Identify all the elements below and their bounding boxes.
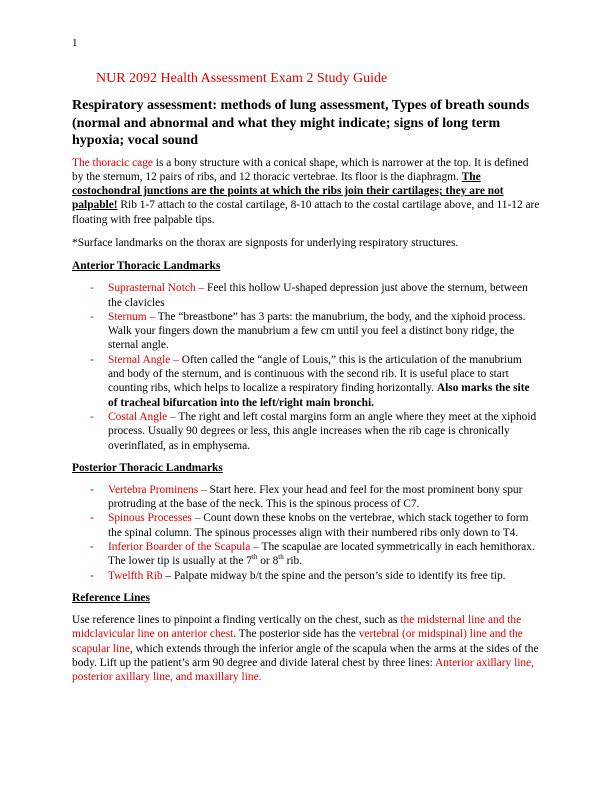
ref-text: . The posterior side has the — [233, 628, 359, 641]
item-text: The scapulae are located symmetrically in each hemithorax. The lower tip is usually at the 7 — [108, 541, 535, 568]
reference-heading: Reference Lines — [72, 591, 150, 604]
list-item — [72, 310, 540, 353]
posterior-heading: Posterior Thoracic Landmarks — [72, 461, 223, 474]
intro-paragraph — [72, 156, 540, 227]
list-item — [72, 511, 540, 540]
dash-bullet: - — [90, 541, 94, 554]
dash-bullet: - — [90, 282, 94, 295]
list-item — [72, 483, 540, 512]
surface-note: *Surface landmarks on the thorax are signposts for underlying respiratory structures. — [72, 236, 459, 249]
item-text: or 8 — [257, 555, 279, 568]
dash-bullet: - — [90, 512, 94, 525]
item-bold-text: Also marks the site of tracheal bifurcation into the left/right main bronchi. — [108, 382, 530, 409]
item-term: Spinous Processes – — [108, 512, 201, 525]
item-term: Suprasternal Notch – — [108, 282, 205, 295]
ref-term: the midsternal line and the midclavicular line on anterior chest — [72, 613, 522, 641]
item-term: Inferior Boarder of the Scapula – — [108, 541, 259, 554]
item-text: – Palpate midway b/t the spine and the person’s side to identify its free tip. — [162, 569, 506, 582]
ref-term: vertebral (or midspinal) line and the scapular line — [72, 628, 523, 655]
item-term: Sternal Angle – — [108, 353, 179, 366]
intro-text-2: Rib 1-7 attach to the costal cartilage, 8-10 attach to the costal cartilage above, and 11-12 are floating with free palpable tips. — [72, 199, 540, 226]
item-text: Often called the “angle of Louis,” this is the articulation of the manubrium and body of the sternum, and is continuous with the second rib. It is useful place to start counting ribs, which helps to localize a respiratory finding horizontally. — [108, 353, 522, 395]
posterior-list — [72, 483, 540, 583]
item-term: Sternum – — [108, 310, 156, 323]
list-item — [72, 569, 540, 583]
item-term: Twelfth Rib — [108, 569, 163, 582]
item-text: The right and left costal margins form an angle where they meet at the xiphoid process. Usually 90 degrees or less, this angle increases when the rib cage is chronically overinflated, as in emphysema. — [108, 410, 537, 452]
list-item — [72, 410, 540, 453]
anterior-heading: Anterior Thoracic Landmarks — [72, 260, 221, 273]
page-number: 1 — [72, 37, 78, 49]
list-item — [72, 540, 540, 569]
document-title: NUR 2092 Health Assessment Exam 2 Study Guide — [96, 71, 388, 86]
superscript: th — [251, 553, 258, 562]
item-text: The “breastbone” has 3 parts: the manubrium, the body, and the xiphoid process. Walk your fingers down the manubrium a few cm until you feel a distinct bony ridge, the sternal angle. — [108, 310, 526, 352]
item-term: Costal Angle – — [108, 410, 176, 423]
list-item — [72, 281, 540, 310]
dash-bullet: - — [90, 310, 94, 323]
dash-bullet: - — [90, 353, 94, 366]
item-term: Vertebra Prominens – — [108, 483, 207, 496]
section-heading: Respiratory assessment: methods of lung assessment, Types of breath sounds (normal and abnormal and what they might indicate; signs of long term hypoxia; vocal sound — [72, 98, 530, 148]
dash-bullet: - — [90, 483, 94, 496]
item-text: rib. — [283, 555, 303, 568]
item-text: Start here. Flex your head and feel for the most prominent bony spur protruding at the base of the neck. This is the spinous process of C7. — [108, 483, 523, 511]
ref-text: , which extends through the inferior angle of the scapula when the arms at the sides of the body. Lift up the patient’s arm 90 degree and divide lateral chest by three lines: — [72, 642, 539, 669]
ref-text: Use reference lines to pinpoint a finding vertically on the chest, such as — [72, 613, 401, 626]
dash-bullet: - — [90, 569, 94, 582]
reference-paragraph — [72, 613, 540, 684]
superscript: th — [278, 553, 284, 562]
ref-term: Anterior axillary line, posterior axillary line, and maxillary line. — [72, 656, 535, 684]
document-body — [72, 97, 540, 693]
item-text: Count down these knobs on the vertebrae, which stack together to form the spinal column. The spinous processes align with their numbered ribs only down to T4. — [108, 512, 529, 539]
list-item — [72, 353, 540, 410]
anterior-list — [72, 281, 540, 453]
intro-emphasis: The costochondral junctions are the points at which the ribs join their cartilages; they are not palpable! — [72, 170, 504, 212]
intro-text-1: is a bony structure with a conical shape, which is narrower at the top. It is defined by the sternum, 12 pairs of ribs, and 12 thoracic vertebrae. Its floor is the diaphragm. — [72, 156, 529, 183]
dash-bullet: - — [90, 410, 94, 423]
intro-term: The thoracic cage — [72, 156, 153, 169]
item-text: Feel this hollow U-shaped depression just above the sternum, between the clavicles — [108, 282, 528, 309]
